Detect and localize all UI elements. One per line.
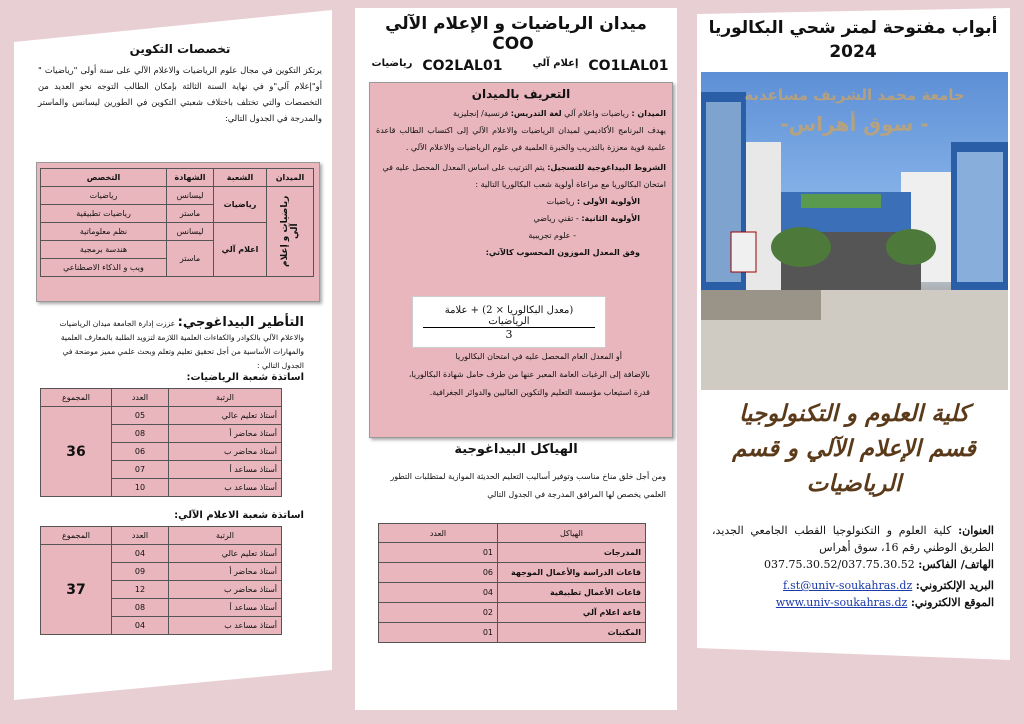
structure-name: المدرجات: [498, 543, 646, 563]
staff-header-total: المجموع: [41, 527, 112, 545]
codes-row: [370, 58, 670, 74]
info-staff-table: [40, 526, 282, 635]
staff-rank: أستاذ محاضر ب: [169, 581, 282, 599]
code1: CO1LAL01: [588, 58, 669, 74]
web-label: الموقع الالكتروني:: [910, 596, 994, 609]
code2-label: رياضيات: [371, 58, 413, 69]
address-line: [712, 522, 994, 556]
spec-table-box: [36, 162, 320, 302]
web-link[interactable]: www.univ-soukahras.dz: [775, 596, 908, 609]
p2-value: - تقني رياضي: [533, 214, 582, 223]
spec-branch-math: رياضيات: [214, 187, 267, 223]
p1-value: رياضيات: [546, 197, 577, 206]
campus-photo: [701, 72, 1008, 390]
spec-item: رياضيات: [41, 187, 167, 205]
middle-title-row: [362, 14, 670, 54]
definition-content: [376, 86, 666, 261]
phone-line: [712, 556, 994, 573]
goal-text: يهدف البرنامج الأكاديمي لميدان الرياضيات والاعلام الآلي إلى اكتساب الطالب قاعدة علمية قوية معززة بالتدريب والخبرة العلمية في علوم الرياضيات والاعلام الآلي .: [376, 126, 666, 152]
staff-header-rank: الرتبة: [169, 389, 282, 407]
staff-text: عززت إدارة الجامعة ميدان الرياضيات والاعلام الآلي بالكوادر والكفاءات العلمية اللازمة لتزويد الطلبة بالمعارف العلمية والمهارات الأساسية من أجل تحقيق تعليم وتعلم وبحث علمي مميز موضحة في الجدول التالي :: [59, 319, 304, 370]
open-days-year: 2024: [829, 42, 877, 62]
training-heading: تخصصات التكوين: [129, 42, 231, 56]
p2-label: الأولوية الثانية:: [581, 214, 640, 223]
formula-denominator: 3: [505, 328, 513, 341]
staff-header-rank: الرتبة: [169, 527, 282, 545]
p2-value2: - علوم تجريبية: [528, 231, 576, 240]
staff-rank: أستاذ مساعد أ: [169, 461, 282, 479]
staff-count: 07: [112, 461, 169, 479]
spec-degree: ماستر: [167, 205, 214, 223]
lang-value: فرنسية/ إنجليزية: [453, 109, 511, 118]
info-staff-total: 37: [41, 545, 112, 635]
staff-rank: أستاذ تعليم عالي: [169, 407, 282, 425]
staff-count: 12: [112, 581, 169, 599]
spec-field-label: رياضيات و إعلام آلي: [280, 195, 300, 268]
structure-count: 01: [379, 543, 498, 563]
structure-name: قاعات الأعمال تطبيقية: [498, 583, 646, 603]
staff-count: 10: [112, 479, 169, 497]
faculty-title: كلية العلوم و التكنولوجيا قسم الإعلام الآلي و قسم الرياضيات: [732, 400, 976, 497]
formula-numerator: (معدل البكالوريا × 2) + علامة الرياضيات: [423, 297, 595, 328]
cond-text: يتم الترتيب على اساس المعدل المحصل عليه في امتحان البكالوريا مع مراعاة أولوية شعب البكالوريا التالية :: [382, 163, 666, 189]
staff-count: 08: [112, 599, 169, 617]
math-staff-table: [40, 388, 282, 497]
staff-count: 09: [112, 563, 169, 581]
spec-header-degree: الشهادة: [167, 169, 214, 187]
email-line: [712, 577, 994, 594]
staff-rank: أستاذ مساعد ب: [169, 479, 282, 497]
spec-item: نظم معلوماتية: [41, 223, 167, 241]
p1-label: الأولوية الأولى :: [576, 197, 640, 206]
staff-header-total: المجموع: [41, 389, 112, 407]
middle-title: ميدان الرياضيات و الإعلام الآلي: [385, 14, 647, 34]
staff-header-count: العدد: [112, 389, 169, 407]
right-title: [700, 16, 1006, 64]
structures-text: ومن أجل خلق مناخ مناسب وتوفير أساليب التعليم الحديثة الموازية لمتطلبات التطور العلمي يخصص لها المرافق المدرجة في الجدول التالي: [390, 472, 666, 499]
math-staff-title: اساتذة شعبة الرياضيات:: [186, 372, 304, 383]
photo-banner-1: جامعة محمد الشريف مساعدية: [744, 86, 965, 104]
staff-count: 04: [112, 545, 169, 563]
spec-degree: ليسانس: [167, 187, 214, 205]
photo-banner-2: - سوق أهراس-: [780, 112, 929, 136]
spec-header-speciality: التخصص: [41, 169, 167, 187]
struct-header-count: العدد: [379, 524, 498, 543]
open-days-title: أبواب مفتوحة لمتر شحي البكالوريا: [708, 18, 998, 38]
structures-table: [378, 523, 646, 643]
note-1: أو المعدل العام المحصل عليه في امتحان البكالوريا: [455, 352, 622, 361]
lang-label: لغة التدريس:: [510, 109, 562, 118]
formula-box: [412, 296, 606, 348]
spec-table: [40, 168, 314, 277]
staff-rank: أستاذ محاضر أ: [169, 425, 282, 443]
staff-count: 08: [112, 425, 169, 443]
training-intro: يرتكز التكوين في مجال علوم الرياضيات والاعلام الآلي على سنة أولى "رياضيات " أو"إعلام آلي"و في نهاية السنة الثالثة بإمكان الطالب التوجه نحو العديد من التخصصات والتي تختلف باختلاف شعبتي التكوين في الطورين ليسانس والماستر والمدرجة في الجدول التالي:: [38, 65, 322, 123]
field-value: رياضيات واعلام آلي: [561, 109, 632, 118]
weighted-label: وفق المعدل الموزون المحسوب كالآتي:: [485, 248, 640, 257]
cond-label: الشروط البيداغوجية للتسجيل:: [547, 163, 666, 172]
spec-item: هندسة برمجية: [41, 241, 167, 259]
spec-item: رياضيات تطبيقية: [41, 205, 167, 223]
spec-header-field: الميدان: [267, 169, 314, 187]
staff-rank: أستاذ مساعد ب: [169, 617, 282, 635]
contact-block: [712, 522, 994, 611]
info-staff-title: اساتذة شعبة الاعلام الآلي:: [174, 510, 304, 521]
conditions: [376, 159, 666, 193]
structure-name: قاعة اعلام آلي: [498, 603, 646, 623]
code1-label: إعلام آلي: [532, 58, 579, 69]
staff-count: 06: [112, 443, 169, 461]
staff-count: 04: [112, 617, 169, 635]
structure-name: قاعات الدراسة والأعمال الموجهة: [498, 563, 646, 583]
note-2: بالإضافة إلى الرغبات العامة المعبر عنها من طرف حامل شهادة البكالوريا،: [408, 370, 650, 379]
address-label: العنوان:: [958, 524, 994, 537]
email-label: البريد الإلكتروني:: [915, 579, 994, 592]
struct-header-name: الهياكل: [498, 524, 646, 543]
left-content: [38, 42, 322, 126]
staff-rank: أستاذ محاضر ب: [169, 443, 282, 461]
note-3: قدرة استيعاب مؤسسة التعليم والتكوين العاليين والدوائر الجغرافية.: [429, 388, 650, 397]
staff-rank: أستاذ مساعد أ: [169, 599, 282, 617]
field-line: [376, 105, 666, 122]
spec-degree: ماستر: [167, 241, 214, 277]
staff-section: [40, 316, 304, 373]
staff-rank: أستاذ تعليم عالي: [169, 545, 282, 563]
web-line: [712, 594, 994, 611]
phone-label: الهاتف/ الفاكس:: [918, 558, 994, 571]
field-label: الميدان :: [631, 109, 666, 118]
staff-header-count: العدد: [112, 527, 169, 545]
email-link[interactable]: f.st@univ-soukahras.dz: [782, 579, 913, 592]
code2: CO2LAL01: [422, 58, 503, 74]
staff-title: التأطير البيداغوجي:: [177, 315, 304, 330]
staff-rank: أستاذ محاضر أ: [169, 563, 282, 581]
structure-count: 01: [379, 623, 498, 643]
structure-count: 02: [379, 603, 498, 623]
middle-code: COO: [492, 34, 534, 54]
structures-heading: الهياكل البيداغوجية: [454, 442, 578, 457]
spec-degree: ليسانس: [167, 223, 214, 241]
spec-field-cell: [267, 187, 314, 277]
notes: [376, 348, 664, 402]
spec-branch-info: اعلام آلي: [214, 223, 267, 277]
definition-heading: التعريف بالميدان: [471, 87, 571, 101]
priority-2: [376, 210, 666, 227]
spec-item: ويب و الذكاء الاصطناعي: [41, 259, 167, 277]
phone-value: 037.75.30.52/037.75.30.52: [764, 558, 915, 571]
staff-count: 05: [112, 407, 169, 425]
structure-count: 06: [379, 563, 498, 583]
priority-1: [376, 193, 666, 210]
math-staff-total: 36: [41, 407, 112, 497]
structure-count: 04: [379, 583, 498, 603]
structure-name: المكتبات: [498, 623, 646, 643]
spec-header-branch: الشعبة: [214, 169, 267, 187]
address-value: كلية العلوم و التكنولوجيا القطب الجامعي الجديد، الطريق الوطني رقم 16، سوق أهراس: [712, 524, 994, 554]
